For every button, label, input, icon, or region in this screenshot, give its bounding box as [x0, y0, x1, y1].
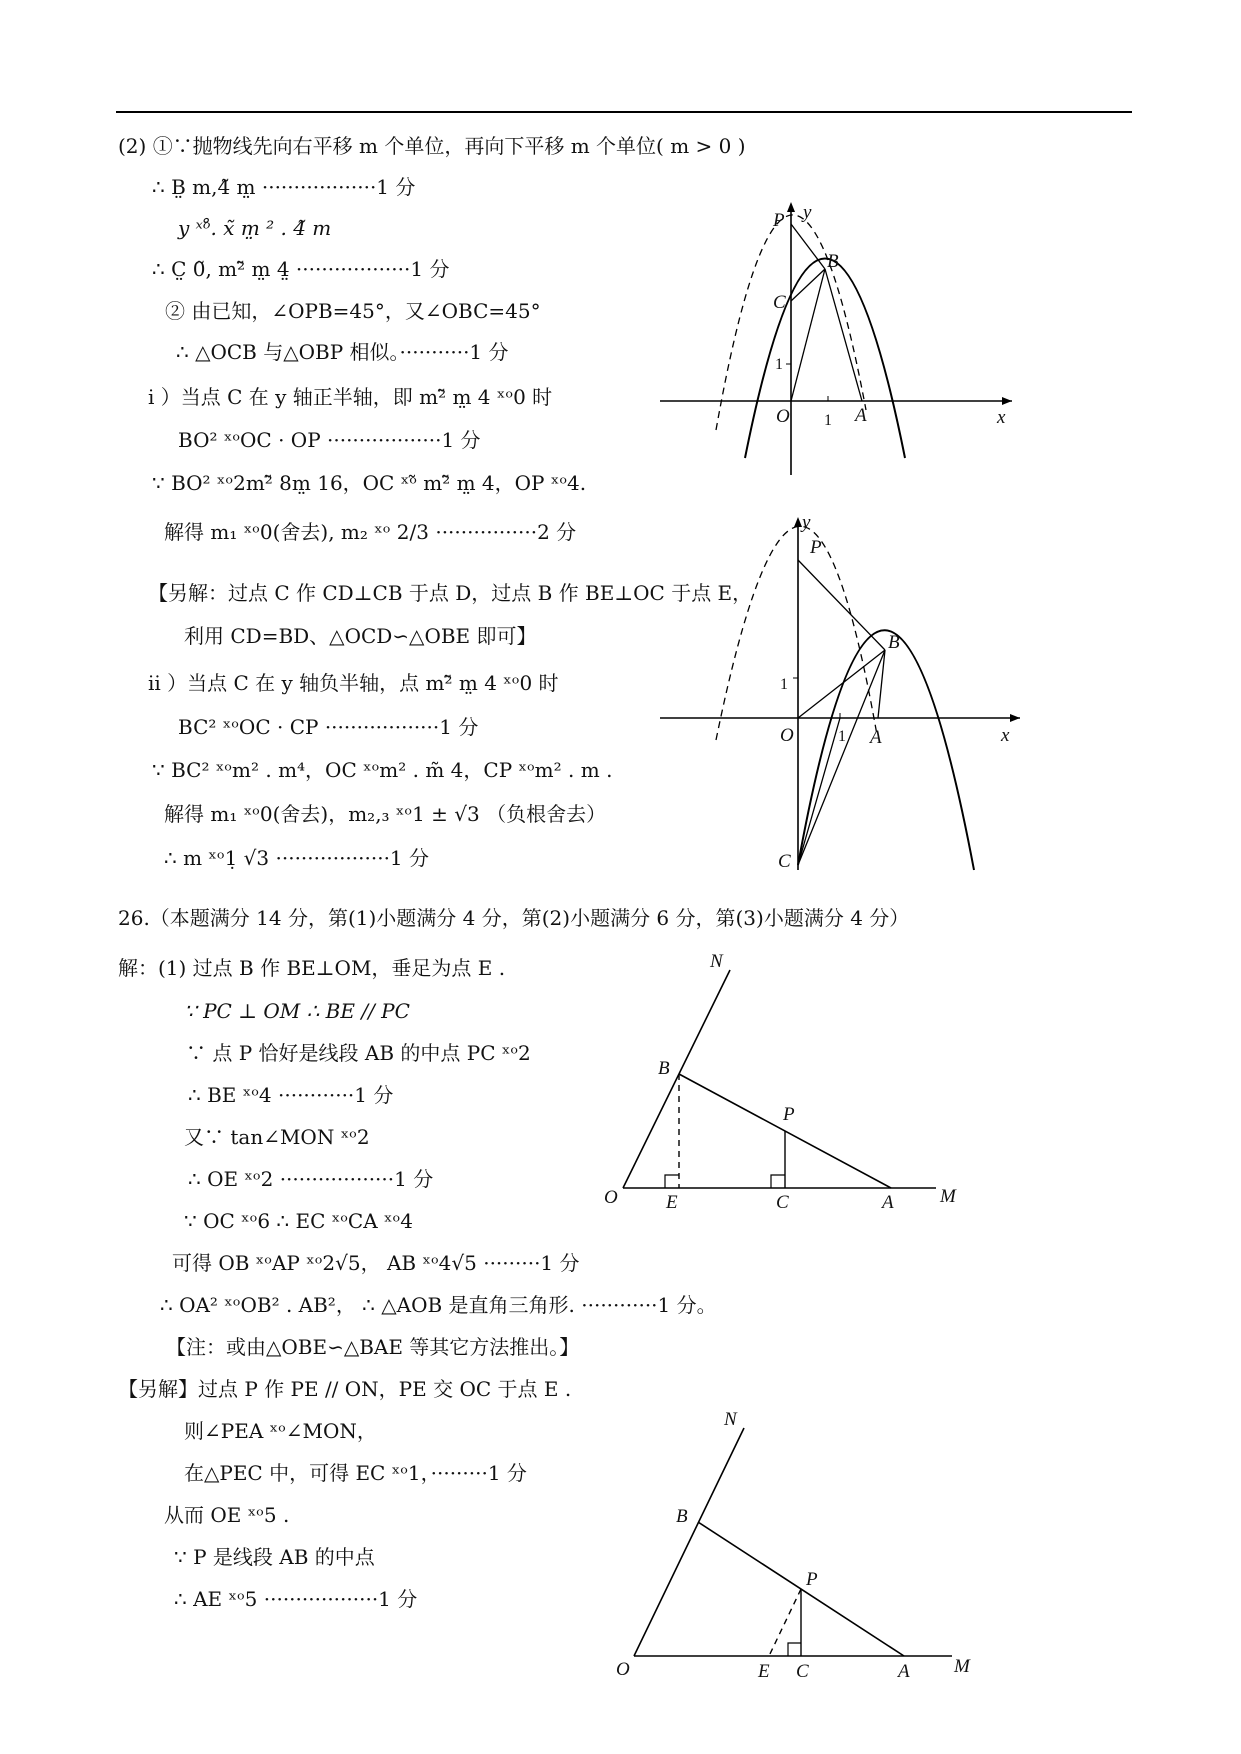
- fig4-label-P: P: [806, 1569, 818, 1590]
- p2-line-07: i ）当点 C 在 y 轴正半轴，即 m²̃ m̤ 4 ˣᵒ0 时: [148, 385, 553, 409]
- fig2-label-A: A: [870, 727, 882, 748]
- fig1-y-arrow: [787, 202, 795, 212]
- q26-line-12: 则∠PEA ˣᵒ∠MON，: [184, 1419, 377, 1443]
- fig2-segment-CB: [798, 650, 885, 865]
- fig2-segment-C-one: [798, 718, 840, 865]
- header-rule: [116, 111, 1132, 113]
- q26-line-02: ∵ PC ⊥ OM ∴ BE // PC: [184, 999, 410, 1023]
- fig2-label-one-y: 1: [780, 676, 788, 693]
- p2-line-04: ∴ C̤ 0̃, m²̃ m̤ 4̤ ··················1 分: [152, 257, 450, 281]
- figure-triangle-1: [598, 950, 968, 1220]
- fig2-label-one-x: 1: [838, 728, 846, 745]
- fig2-parabola: [798, 630, 974, 870]
- fig3-label-A: A: [882, 1192, 894, 1213]
- fig2-segment-PB: [798, 560, 885, 650]
- fig4-label-M: M: [954, 1656, 970, 1677]
- fig4-label-C: C: [796, 1661, 809, 1680]
- p2-line-01: (2) ①∵抛物线先向右平移 m 个单位，再向下平移 m 个单位( m > 0 ): [118, 134, 746, 158]
- p2-line-10: 解得 m₁ ˣᵒ0(舍去), m₂ ˣᵒ 2/3 ················2 分: [164, 520, 577, 544]
- fig1-segment-OB: [791, 269, 825, 401]
- fig4-label-B: B: [676, 1506, 688, 1527]
- fig2-label-x: x: [1001, 725, 1010, 746]
- figure-parabola-lower: [660, 515, 1025, 875]
- p2-line-08: BO² ˣᵒOC · OP ··················1 分: [178, 428, 481, 452]
- fig2-label-O: O: [780, 725, 794, 746]
- q26-line-01: 解：(1) 过点 B 作 BE⊥OM，垂足为点 E .: [118, 956, 506, 980]
- fig2-dashed-parabola: [716, 526, 877, 740]
- fig2-y-arrow: [794, 517, 802, 527]
- fig4-label-O: O: [616, 1659, 630, 1680]
- fig1-label-y: y: [803, 202, 812, 223]
- fig3-label-O: O: [604, 1187, 618, 1208]
- p2-line-06: ∴ △OCB 与△OBP 相似。···········1 分: [176, 340, 509, 364]
- fig1-label-one-y: 1: [775, 356, 783, 373]
- p2-line-15: ∵ BC² ˣᵒm² . m⁴，OC ˣᵒm² . m̃ 4，CP ˣᵒm² . m .: [152, 758, 613, 782]
- fig1-label-P: P: [773, 210, 785, 231]
- p2-line-12: 利用 CD=BD、△OCD∽△OBE 即可】: [184, 624, 537, 648]
- q26-line-06: ∴ OE ˣᵒ2 ··················1 分: [188, 1167, 434, 1191]
- fig2-label-P: P: [810, 537, 822, 558]
- figure-triangle-2: [612, 1410, 982, 1680]
- fig4-label-E: E: [758, 1661, 770, 1680]
- fig4-right-angle-C: [788, 1643, 801, 1656]
- fig3-label-E: E: [666, 1192, 678, 1213]
- fig2-label-B: B: [888, 632, 900, 653]
- q26-line-03: ∵ 点 P 恰好是线段 AB 的中点 PC ˣᵒ2: [186, 1041, 531, 1065]
- fig2-label-y: y: [802, 515, 811, 533]
- fig1-label-C: C: [773, 292, 786, 313]
- q26-line-15: ∵ P 是线段 AB 的中点: [174, 1545, 375, 1569]
- fig1-label-B: B: [827, 251, 839, 272]
- q26-line-11: 【另解】过点 P 作 PE // ON，PE 交 OC 于点 E .: [118, 1377, 572, 1401]
- p2-line-11: 【另解：过点 C 作 CD⊥CB 于点 D，过点 B 作 BE⊥OC 于点 E，: [148, 581, 753, 605]
- q26-line-14: 从而 OE ˣᵒ5 .: [164, 1503, 290, 1527]
- fig3-label-P: P: [783, 1104, 795, 1125]
- figure-parabola-upper: [660, 200, 1020, 475]
- q26-header: 26.（本题满分 14 分，第(1)小题满分 4 分，第(2)小题满分 6 分，第(3)小题满分 4 分）: [118, 906, 910, 930]
- fig3-right-angle-C: [771, 1175, 785, 1188]
- q26-line-16: ∴ AE ˣᵒ5 ··················1 分: [174, 1587, 418, 1611]
- fig3-label-B: B: [658, 1058, 670, 1079]
- p2-line-05: ② 由已知，∠OPB=45°，又∠OBC=45°: [165, 299, 541, 323]
- fig1-x-arrow: [1002, 397, 1012, 405]
- fig1-segment-PB: [791, 224, 825, 269]
- fig1-label-O: O: [776, 406, 790, 427]
- fig1-label-A: A: [855, 405, 867, 426]
- q26-line-09: ∴ OA² ˣᵒOB² . AB²， ∴ △AOB 是直角三角形. ············1 分。: [160, 1293, 717, 1317]
- fig3-label-N: N: [710, 951, 723, 972]
- p2-line-13: ii ）当点 C 在 y 轴负半轴，点 m²̃ m̤ 4 ˣᵒ0 时: [148, 671, 559, 695]
- fig3-right-angle-E: [665, 1175, 679, 1188]
- fig4-label-A: A: [898, 1661, 910, 1680]
- q26-line-04: ∴ BE ˣᵒ4 ············1 分: [188, 1083, 394, 1107]
- fig3-ray-ON: [623, 970, 730, 1188]
- fig3-label-C: C: [776, 1192, 789, 1213]
- q26-line-13: 在△PEC 中，可得 EC ˣᵒ1，·········1 分: [184, 1461, 527, 1485]
- q26-line-10: 【注：或由△OBE∽△BAE 等其它方法推出。】: [166, 1335, 580, 1359]
- p2-line-02: ∴ B̤ m,4̃ m̤ ··················1 分: [152, 175, 416, 199]
- fig2-x-arrow: [1010, 714, 1020, 722]
- p2-line-09: ∵ BO² ˣᵒ2m²̃ 8m̤ 16，OC ˣᵒ̃ m²̃ m̤ 4，OP ˣᵒ4.: [152, 471, 587, 495]
- fig3-label-M: M: [940, 1186, 956, 1207]
- p2-line-03: y ˣᵒ̊. x̃ m̤ ² . 4̃ m: [178, 216, 332, 240]
- fig1-label-x: x: [997, 407, 1006, 428]
- q26-line-07: ∵ OC ˣᵒ6 ∴ EC ˣᵒCA ˣᵒ4: [184, 1209, 413, 1233]
- p2-line-16: 解得 m₁ ˣᵒ0(舍去)，m₂,₃ ˣᵒ1 ± √3 （负根舍去）: [164, 802, 607, 826]
- p2-line-14: BC² ˣᵒOC · CP ··················1 分: [178, 715, 479, 739]
- fig2-label-C: C: [778, 851, 791, 872]
- p2-line-17: ∴ m ˣᵒ1̣ √3 ··················1 分: [164, 846, 430, 870]
- q26-line-08: 可得 OB ˣᵒAP ˣᵒ2√5， AB ˣᵒ4√5 ·········1 分: [172, 1251, 580, 1275]
- fig4-label-N: N: [724, 1410, 737, 1430]
- fig4-dashed-PE: [769, 1589, 801, 1656]
- fig1-label-one-x: 1: [824, 412, 832, 429]
- q26-line-05: 又∵ tan∠MON ˣᵒ2: [184, 1125, 370, 1149]
